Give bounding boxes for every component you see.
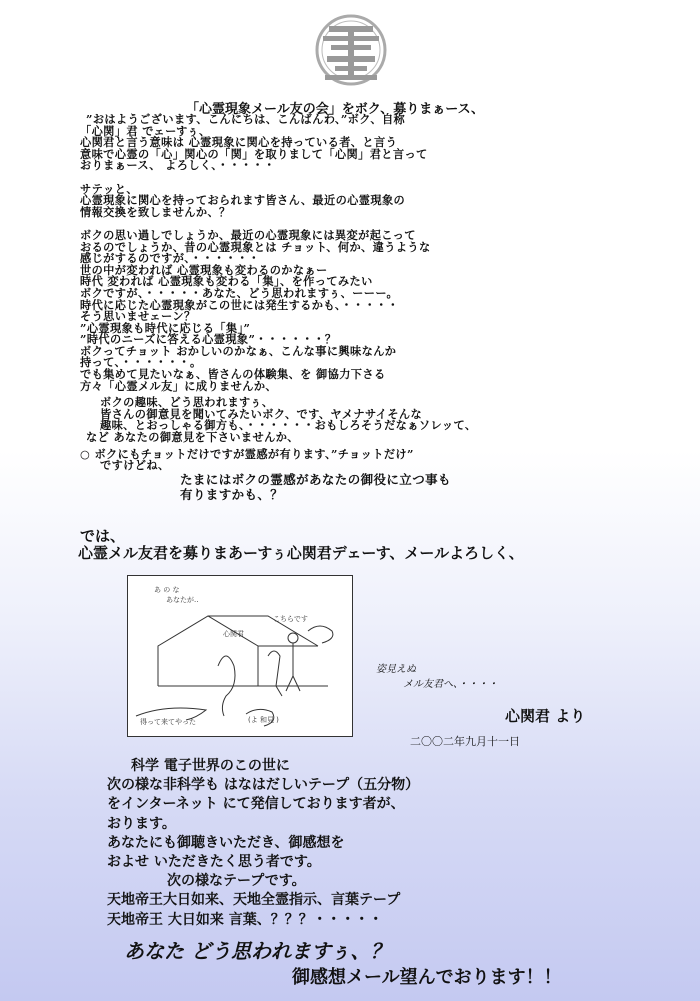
body-line: たまにはボクの霊感があなたの御役に立つ事も [180, 471, 451, 487]
body-line: 心霊現象に関心を持っておられます皆さん、最近の心霊現象の [80, 193, 406, 208]
body-line: ”時代のニーズに答える心霊現象”・・・・・・？ [80, 332, 337, 347]
body-line: 情報交換を致しませんか、？ [80, 204, 231, 219]
tape-line: をインターネット にて発信しております者が、 [107, 796, 405, 813]
body-line: サテッと、 [80, 181, 138, 196]
body-line: 意味で心霊の「心」関心の「関」を取りまして「心関」君と言って [80, 146, 428, 161]
sketch-note: メル友君へ、・・・・ [403, 679, 498, 690]
page-title: 「心霊現象メール友の会」をボク、募りまぁース、 [186, 102, 484, 117]
body-line: おるのでしょうか、昔の心霊現象とは チョット、何か、違うような [80, 239, 431, 254]
body-line: 時代に応じた心霊現象がこの世には発生するかも、・・・・・ [80, 297, 399, 312]
hand-drawn-sketch [127, 575, 353, 737]
tape-line: おります。 [107, 815, 176, 832]
tape-line: 次の様な非科学も はなはだしいテープ（五分物） [107, 777, 420, 794]
closing-line: 心霊メル友君を募りまあーすぅ心関君デェーす、メールよろしく、 [78, 544, 524, 562]
body-line: 世の中が変われば 心霊現象も変わるのかなぁー [80, 262, 328, 277]
body-line: ボクの趣味、どう思われますぅ、 [100, 395, 274, 410]
body-line: そう思いませェーン？ [80, 309, 196, 324]
svg-text:こちらです: こちらです [273, 615, 308, 623]
tape-line: 科学 電子世界のこの世に [131, 758, 290, 774]
svg-text:あ の な: あ の な [154, 586, 180, 594]
tape-line: 天地帝王大日如来、天地全霊指示、言葉テープ [107, 892, 401, 909]
body-line: ですけどね、 [100, 458, 170, 473]
body-line: 皆さんの御意見を聞いてみたいボク、です、ヤメナサイそんな [100, 406, 423, 421]
body-line: ○ ボクにもチョットだけですが霊感が有ります、”チョットだけ” [80, 446, 414, 461]
body-line: 時代 変われば 心霊現象も変わる「集」、を作ってみたい [80, 274, 373, 289]
svg-text:得って来てやった: 得って来てやった [140, 718, 196, 726]
svg-text:心関君: 心関君 [223, 630, 244, 638]
body-line: 有りますかも、？ [180, 486, 284, 502]
tape-line: あなたにも御聴きいただき、御感想を [107, 834, 345, 851]
body-line: など あなたの御意見を下さいませんか、 [86, 430, 299, 445]
closing-line: では、 [80, 527, 126, 545]
body-line: ボクの思い過しでしょうか、最近の心霊現象には異変が起こって [80, 227, 416, 242]
date: 二〇〇二年九月十一日 [410, 735, 520, 748]
body-line: 趣味、とおっしゃる御方も、・・・・・・おもしろそうだなぁソレッて、 [100, 418, 477, 433]
body-line: 感じがするのですが、・・・・・・ [80, 251, 260, 266]
body-line: ”おはようございます、こんにちは、こんばんわ、”ボク、自称 [86, 112, 406, 126]
body-line: おりまぁース、 よろしく、・・・・・ [80, 158, 276, 173]
body-line: ”心霊現象も時代に応じる「集」” [80, 320, 251, 335]
tape-announcement [107, 757, 419, 930]
tape-line: 天地帝王 大日如来 言葉、？？？・・・・・ [107, 911, 383, 928]
body-line: ボクですが、・・・・・あなた、どう思われますぅ、ーーー。 [80, 285, 399, 300]
body-line: 心関君と言う意味は 心霊現象に関心を持っている者、と言う [80, 135, 398, 150]
svg-text:(よ 和見 ): (よ 和見 ) [248, 716, 279, 724]
emblem-seal [315, 12, 387, 88]
request-heading: 御感想メール望んでおります！！ [292, 967, 562, 988]
body-line: ボクってチョット おかしいのかなぁ、こんな事に興味なんか [80, 343, 397, 358]
tape-line: 次の様なテープです。 [167, 873, 306, 890]
body-line: でも集めて見たいなぁ、皆さんの体験集、を 御協力下さる [80, 367, 386, 382]
tape-line: およせ いただきたく思う者です。 [107, 854, 321, 871]
svg-text:あなたが..: あなたが.. [166, 596, 199, 604]
signature: 心関君 より [505, 707, 586, 725]
body-text [80, 114, 680, 502]
sketch-note: 姿見えぬ [376, 664, 416, 675]
body-line: 持って、・・・・・・。 [80, 355, 202, 370]
question-heading: あなた どう思われますぅ、？ [124, 939, 391, 963]
body-line: 方々「心霊メル友」に成りませんか、 [80, 378, 277, 393]
body-line: 「心関」君 でェーすぅ、 [80, 123, 211, 138]
